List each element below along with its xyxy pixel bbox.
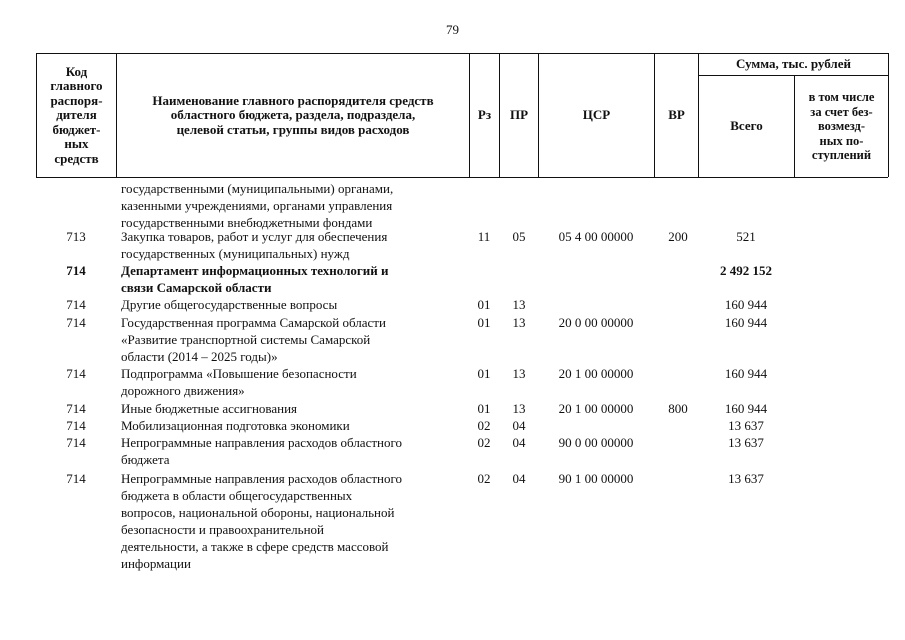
row-sum: 13 637: [728, 418, 764, 433]
row-name: Подпрограмма «Повышение безопасности дорожного движения»: [121, 366, 357, 398]
row-sum: 160 944: [724, 315, 768, 330]
row-sum: 2 492 152: [720, 263, 772, 278]
row-sum: 13 637: [728, 471, 764, 486]
row-sum: 160 944: [724, 401, 768, 416]
header-sum-group: Сумма, тыс. рублей: [736, 56, 851, 72]
table-header: [0, 0, 905, 200]
row-name: Непрограммные направления расходов областного бюджета: [121, 435, 402, 467]
row-sum: 160 944: [724, 366, 768, 381]
row-code: 714: [66, 401, 86, 416]
column-divider: [888, 53, 889, 177]
row-csr: 20 1 00 00000: [558, 401, 634, 416]
row-rz: 02: [477, 435, 491, 450]
row-name: Другие общегосударственные вопросы: [121, 297, 338, 312]
row-vr: 200: [668, 229, 688, 244]
header-vr: ВР: [668, 107, 685, 123]
row-rz: 01: [477, 401, 491, 416]
row-rz: 01: [477, 366, 491, 381]
row-sum: 521: [736, 229, 756, 244]
row-rz: 01: [477, 315, 491, 330]
page-number: 79: [446, 22, 459, 37]
header-bottom-border: [36, 177, 888, 178]
row-sum: 13 637: [728, 435, 764, 450]
row-code: 714: [66, 418, 86, 433]
row-name: государственными (муниципальными) органами, казенными учреждениями, органами управления государственными внебюджетными фондами: [121, 181, 394, 230]
header-name: Наименование главного распорядителя средств областного бюджета, раздела, подраздела, целевой статьи, группы видов расходов: [152, 92, 434, 137]
row-code: 713: [66, 229, 86, 244]
row-code: 714: [66, 297, 86, 312]
row-pr: 13: [512, 315, 526, 330]
row-csr: 05 4 00 00000: [558, 229, 634, 244]
row-name: Государственная программа Самарской области «Развитие транспортной системы Самарской области (2014 – 2025 годы)»: [121, 315, 386, 364]
row-name: Непрограммные направления расходов областного бюджета в области общегосударственных вопросов, национальной обороны, национальной безопасности и правоохранительной деятельности, а также в сфере средств массовой информации: [121, 471, 402, 571]
row-pr: 04: [512, 435, 526, 450]
header-code: Код главного распоря- дителя бюджет- ных средств: [50, 63, 103, 166]
row-pr: 05: [512, 229, 526, 244]
header-rz: Рз: [477, 107, 492, 123]
row-pr: 13: [512, 366, 526, 381]
row-vr: 800: [668, 401, 688, 416]
row-code: 714: [66, 435, 86, 450]
row-csr: 90 1 00 00000: [558, 471, 634, 486]
row-name: Мобилизационная подготовка экономики: [121, 418, 350, 433]
row-rz: 01: [477, 297, 491, 312]
row-code: 714: [66, 263, 86, 278]
row-code: 714: [66, 366, 86, 381]
row-csr: 90 0 00 00000: [558, 435, 634, 450]
row-name: Закупка товаров, работ и услуг для обеспечения государственных (муниципальных) нужд: [121, 229, 388, 261]
row-rz: 11: [477, 229, 491, 244]
row-name: Иные бюджетные ассигнования: [121, 401, 298, 416]
header-csr: ЦСР: [582, 107, 611, 123]
row-csr: 20 1 00 00000: [558, 366, 634, 381]
row-pr: 13: [512, 297, 526, 312]
row-name: Департамент информационных технологий и связи Самарской области: [121, 263, 389, 295]
row-csr: 20 0 00 00000: [558, 315, 634, 330]
header-free-receipts: в том числе за счет без- возмезд- ных по- ступлений: [808, 90, 875, 163]
row-rz: 02: [477, 418, 491, 433]
header-total: Всего: [730, 118, 763, 134]
row-pr: 04: [512, 471, 526, 486]
row-pr: 13: [512, 401, 526, 416]
row-code: 714: [66, 471, 86, 486]
row-sum: 160 944: [724, 297, 768, 312]
row-code: 714: [66, 315, 86, 330]
row-rz: 02: [477, 471, 491, 486]
row-pr: 04: [512, 418, 526, 433]
header-pr: ПР: [509, 107, 529, 123]
